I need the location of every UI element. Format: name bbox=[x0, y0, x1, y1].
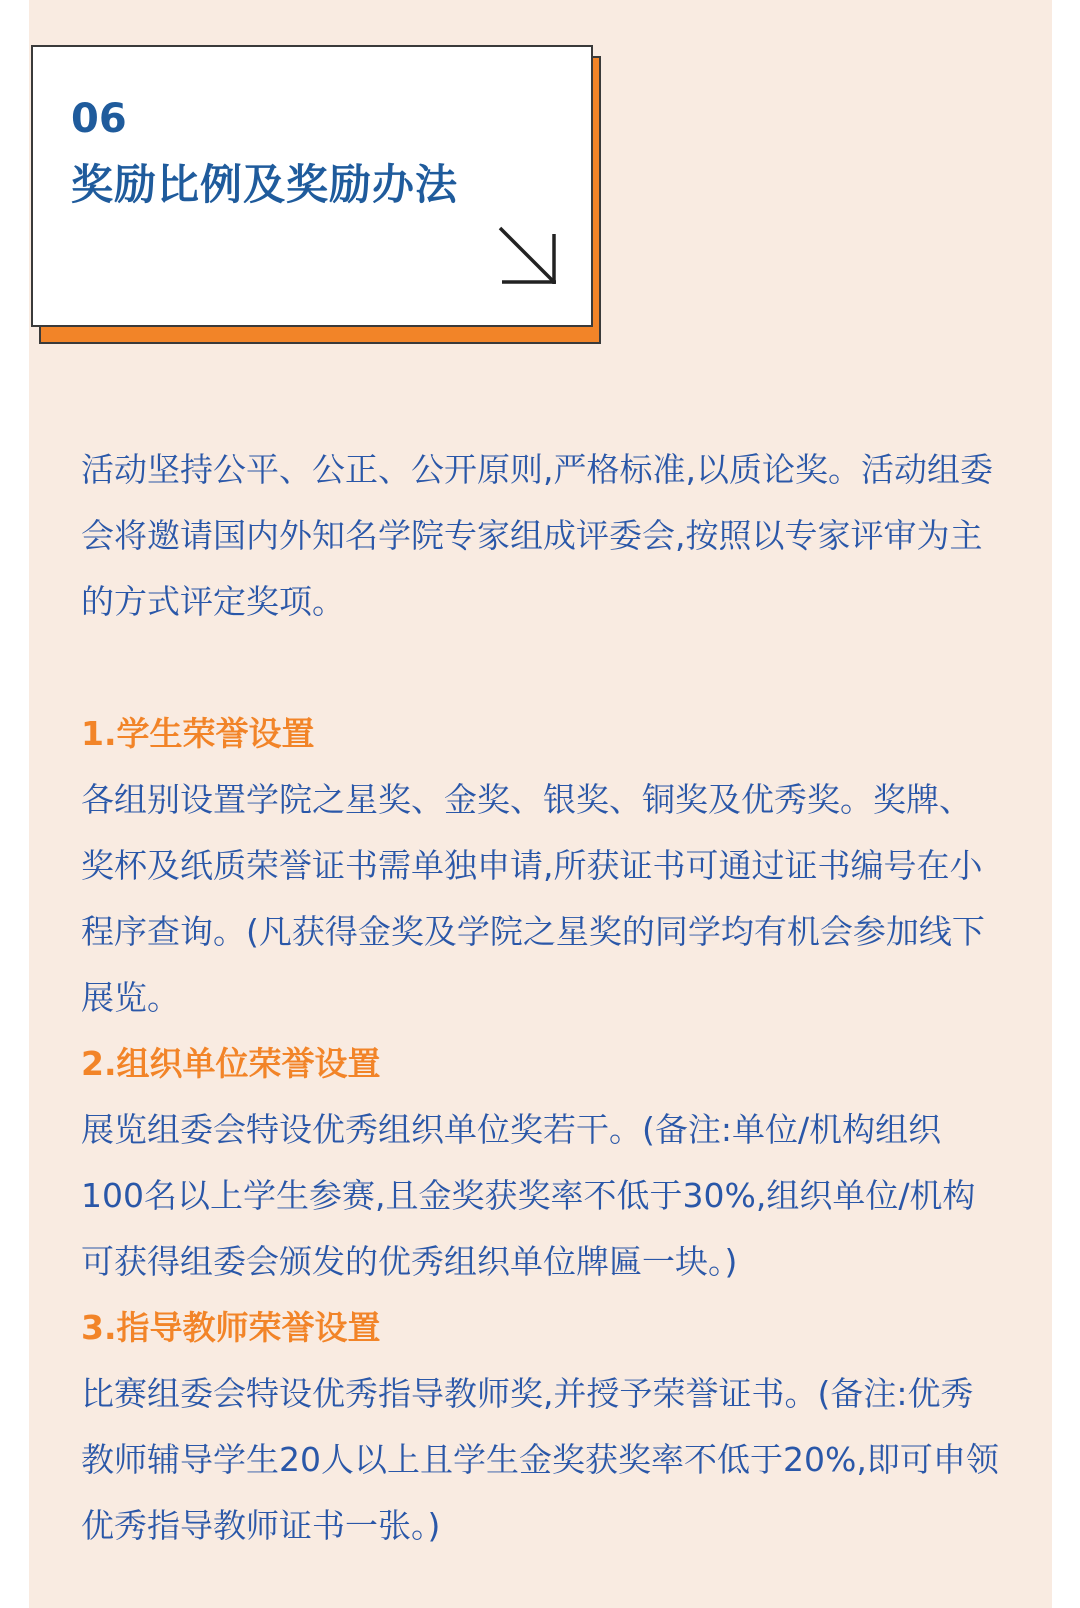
arrow-down-right-icon bbox=[496, 224, 560, 288]
section-number: 06 bbox=[71, 96, 127, 142]
section-body-student: 各组别设置学院之星奖、金奖、银奖、铜奖及优秀奖。奖牌、奖杯及纸质荣誉证书需单独申请,所获证书可通过证书编号在小程序查询。(凡获得金奖及学院之星奖的同学均有机会参加线下展览。 bbox=[81, 780, 985, 1017]
title-card bbox=[31, 45, 593, 327]
section-heading-student: 1.学生荣誉设置 bbox=[81, 714, 315, 753]
section-body-organization: 展览组委会特设优秀组织单位奖若干。(备注:单位/机构组织100名以上学生参赛,且金奖获奖率不低于30%,组织单位/机构可获得组委会颁发的优秀组织单位牌匾一块。) bbox=[81, 1110, 976, 1281]
section-body-teacher: 比赛组委会特设优秀指导教师奖,并授予荣誉证书。(备注:优秀教师辅导学生20人以上且学生金奖获奖率不低于20%,即可申领优秀指导教师证书一张。) bbox=[81, 1374, 999, 1545]
content-body bbox=[81, 437, 1001, 1559]
section-title: 奖励比例及奖励办法 bbox=[71, 160, 459, 209]
section-heading-organization: 2.组织单位荣誉设置 bbox=[81, 1044, 381, 1083]
intro-paragraph: 活动坚持公平、公正、公开原则,严格标准,以质论奖。活动组委会将邀请国内外知名学院专家组成评委会,按照以专家评审为主的方式评定奖项。 bbox=[81, 450, 993, 621]
section-heading-teacher: 3.指导教师荣誉设置 bbox=[81, 1308, 381, 1347]
